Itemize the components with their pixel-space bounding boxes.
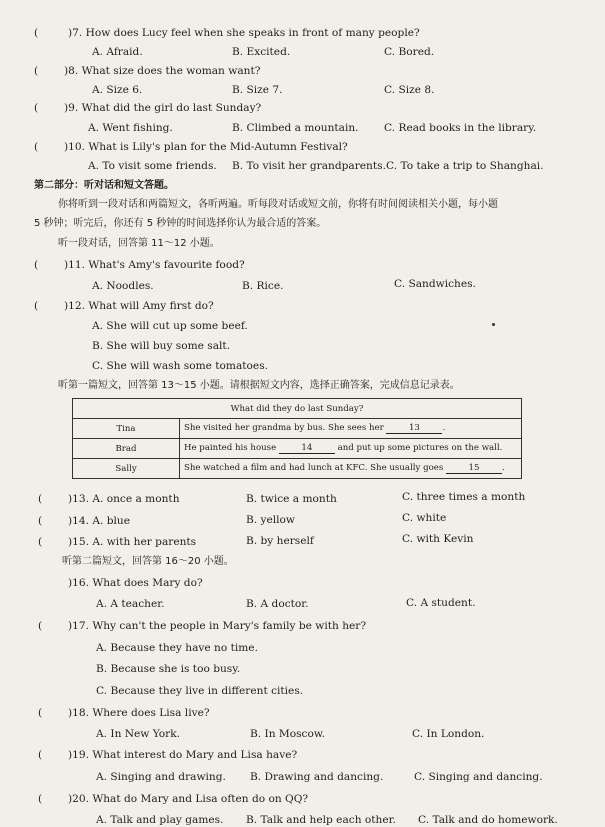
question-11-stem: )11. What's Amy's favourite food?	[64, 259, 245, 271]
question-18-stem: )18. Where does Lisa live?	[68, 707, 210, 719]
q20-option-c: C. Talk and do homework.	[418, 814, 558, 826]
row-name: Brad	[73, 439, 180, 459]
question-16-stem: )16. What does Mary do?	[68, 577, 203, 589]
row-name: Sally	[73, 459, 180, 479]
q8-option-b: B. Size 7.	[232, 84, 283, 96]
q10-option-c: C. To take a trip to Shanghai.	[386, 160, 544, 172]
question-8-stem: )8. What size does the woman want?	[64, 65, 261, 77]
q19-option-a: A. Singing and drawing.	[96, 771, 226, 783]
answer-paren[interactable]: (	[38, 493, 43, 505]
answer-paren[interactable]: (	[38, 536, 43, 548]
q20-option-a: A. Talk and play games.	[96, 814, 224, 826]
question-13-stem: )13. A. once a month	[68, 493, 180, 505]
row-detail	[180, 459, 522, 479]
q20-option-b: B. Talk and help each other.	[246, 814, 396, 826]
row-text-after: .	[502, 463, 505, 473]
answer-paren[interactable]: (	[38, 515, 43, 527]
q14-option-b: B. yellow	[246, 514, 295, 526]
row-text-after: and put up some pictures on the wall.	[337, 443, 503, 453]
row-text-before: He painted his house	[184, 443, 277, 453]
row-detail	[180, 419, 522, 439]
info-record-table	[72, 398, 522, 479]
q16-option-a: A. A teacher.	[96, 598, 165, 610]
table-row	[73, 419, 522, 439]
table-row	[73, 439, 522, 459]
q7-option-c: C. Bored.	[384, 46, 435, 58]
answer-paren[interactable]: (	[38, 707, 43, 719]
q17-option-a: A. Because they have no time.	[96, 642, 258, 654]
question-12-stem: )12. What will Amy first do?	[64, 300, 214, 312]
q18-option-b: B. In Moscow.	[250, 728, 326, 740]
q7-option-b: B. Excited.	[232, 46, 291, 58]
dialogue-intro: 听一段对话，回答第 11～12 小题。	[58, 238, 220, 249]
blank-14[interactable]: 14	[279, 443, 335, 454]
table-header: What did they do last Sunday?	[73, 399, 522, 419]
q17-option-c: C. Because they live in different cities.	[96, 685, 304, 697]
q13-option-b: B. twice a month	[246, 493, 337, 505]
q14-option-c: C. white	[402, 512, 447, 524]
blank-15[interactable]: 15	[446, 463, 502, 474]
q8-option-a: A. Size 6.	[92, 84, 143, 96]
answer-paren[interactable]: (	[34, 27, 39, 39]
q12-option-a: A. She will cut up some beef.	[92, 320, 248, 332]
q17-option-b: B. Because she is too busy.	[96, 663, 241, 675]
row-detail	[180, 439, 522, 459]
answer-paren[interactable]: (	[38, 749, 43, 761]
part2-instructions-line2: 5 秒钟；听完后，你还有 5 秒钟的时间选择你认为最合适的答案。	[34, 218, 327, 229]
question-17-stem: )17. Why can't the people in Mary's family be with her?	[68, 620, 367, 632]
question-20-stem: )20. What do Mary and Lisa often do on QQ?	[68, 793, 309, 805]
q11-option-a: A. Noodles.	[92, 280, 154, 292]
q8-option-c: C. Size 8.	[384, 84, 435, 96]
q12-option-b: B. She will buy some salt.	[92, 340, 231, 352]
part2-heading: 第二部分：听对话和短文答题。	[34, 180, 174, 191]
question-7-stem: )7. How does Lucy feel when she speaks in front of many people?	[68, 27, 420, 39]
q9-option-b: B. Climbed a mountain.	[232, 122, 359, 134]
question-19-stem: )19. What interest do Mary and Lisa have?	[68, 749, 298, 761]
row-text-before: She visited her grandma by bus. She sees her	[184, 423, 384, 433]
answer-paren[interactable]: (	[34, 300, 39, 312]
answer-paren[interactable]: (	[34, 259, 39, 271]
answer-paren[interactable]: (	[38, 793, 43, 805]
question-14-stem: )14. A. blue	[68, 515, 130, 527]
q7-option-a: A. Afraid.	[92, 46, 143, 58]
question-10-stem: )10. What is Lily's plan for the Mid-Autumn Festival?	[64, 141, 348, 153]
q11-option-b: B. Rice.	[242, 280, 284, 292]
table-row	[73, 459, 522, 479]
q11-option-c: C. Sandwiches.	[394, 278, 476, 290]
part2-instructions-line1: 你将听到一段对话和两篇短文，各听两遍。听每段对话或短文前，你将有时间阅读相关小题，每小题	[58, 199, 498, 210]
row-name: Tina	[73, 419, 180, 439]
q18-option-a: A. In New York.	[96, 728, 181, 740]
q9-option-a: A. Went fishing.	[88, 122, 173, 134]
answer-paren[interactable]: (	[34, 65, 39, 77]
q15-option-c: C. with Kevin	[402, 533, 474, 545]
q18-option-c: C. In London.	[412, 728, 485, 740]
q19-option-c: C. Singing and dancing.	[414, 771, 543, 783]
q12-option-c: C. She will wash some tomatoes.	[92, 360, 268, 372]
answer-paren[interactable]: (	[34, 141, 39, 153]
answer-paren[interactable]: (	[38, 620, 43, 632]
question-9-stem: )9. What did the girl do last Sunday?	[64, 102, 262, 114]
ink-dot	[492, 323, 495, 326]
row-text-after: .	[442, 423, 446, 433]
row-text-before: She watched a film and had lunch at KFC. She usually goes	[184, 463, 444, 473]
blank-13[interactable]: 13	[386, 423, 442, 434]
passage2-intro: 听第二篇短文，回答第 16～20 小题。	[62, 556, 234, 567]
q16-option-b: B. A doctor.	[246, 598, 309, 610]
q10-option-a: A. To visit some friends.	[88, 160, 217, 172]
answer-paren[interactable]: (	[34, 102, 39, 114]
q9-option-c: C. Read books in the library.	[384, 122, 537, 134]
question-15-stem: )15. A. with her parents	[68, 536, 197, 548]
q16-option-c: C. A student.	[406, 597, 476, 609]
q10-option-b: B. To visit her grandparents.	[232, 160, 386, 172]
passage1-intro: 听第一篇短文，回答第 13～15 小题。请根据短文内容，选择正确答案，完成信息记录表。	[58, 380, 460, 391]
q19-option-b: B. Drawing and dancing.	[250, 771, 384, 783]
q15-option-b: B. by herself	[246, 535, 314, 547]
q13-option-c: C. three times a month	[402, 491, 526, 503]
